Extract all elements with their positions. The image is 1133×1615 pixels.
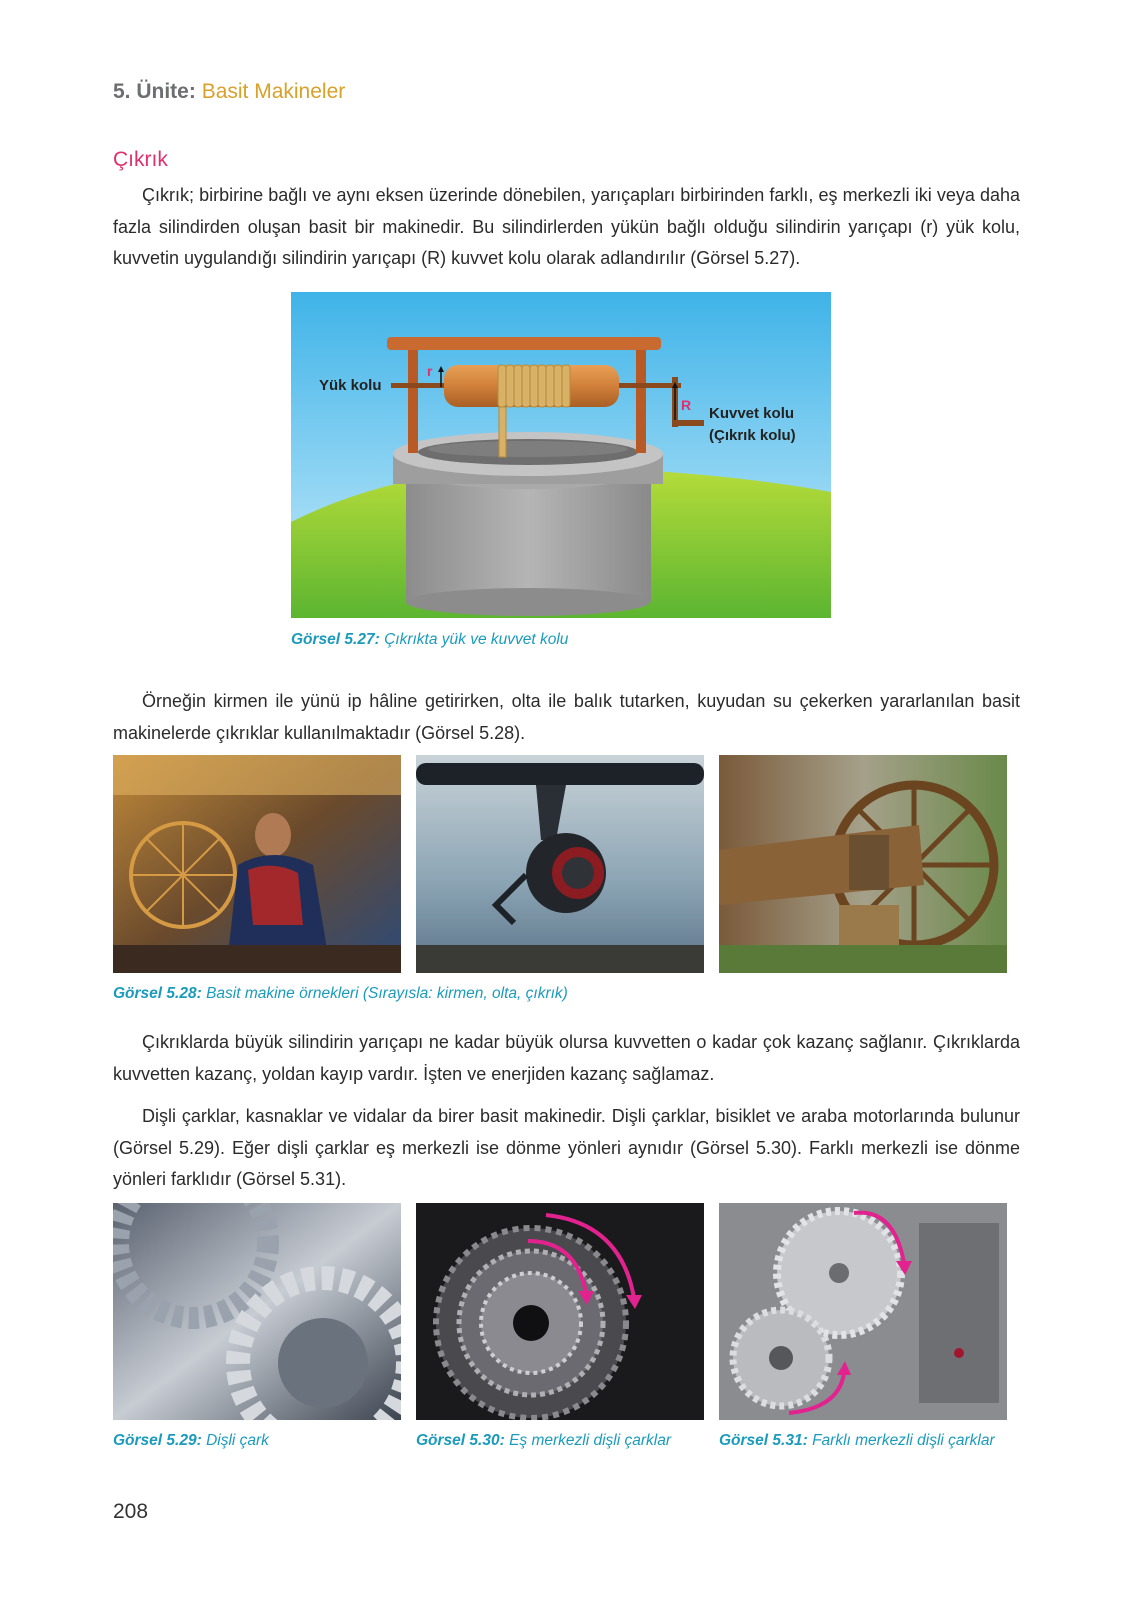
label-force-arm: Kuvvet kolu <box>709 405 795 422</box>
paragraph-4 <box>113 1101 1020 1196</box>
caption-527-number: Görsel 5.27: <box>291 631 380 648</box>
unit-title: Basit Makineler <box>201 80 346 103</box>
caption-530 <box>416 1432 671 1450</box>
label-load-arm: Yük kolu <box>319 377 382 394</box>
paragraph-3-text: Çıkrıklarda büyük silindirin yarıçapı ne kadar büyük olursa kuvvetten o kadar çok kazanç sağlanır. Çıkrıklarda kuvvetten kazanç, yoldan kayıp vardır. İşten ve enerjiden kazanç sağlamaz. <box>113 1032 1020 1084</box>
caption-531 <box>719 1432 995 1450</box>
label-R: R <box>681 397 692 413</box>
photo-watch-gears <box>719 1203 1007 1420</box>
page-number: 208 <box>113 1500 149 1523</box>
caption-530-text: Eş merkezli dişli çarklar <box>509 1432 671 1449</box>
label-force-arm-alt: (Çıkrık kolu) <box>709 427 796 444</box>
label-r: r <box>427 363 433 379</box>
caption-529-text: Dişli çark <box>206 1432 269 1449</box>
paragraph-1 <box>113 180 1020 275</box>
photo-well-windlass <box>719 755 1007 973</box>
unit-header <box>113 80 345 104</box>
caption-528-number: Görsel 5.28: <box>113 985 202 1002</box>
paragraph-2-text: Örneğin kirmen ile yünü ip hâline getirirken, olta ile balık tutarken, kuyudan su çekerken yararlanılan basit makinelerde çıkrıklar kullanılmaktadır (Görsel 5.28). <box>113 691 1020 743</box>
windlass-diagram <box>291 292 831 618</box>
caption-529-number: Görsel 5.29: <box>113 1432 202 1449</box>
caption-529 <box>113 1432 269 1450</box>
photo-bike-cassette <box>416 1203 704 1420</box>
caption-528-text: Basit makine örnekleri (Sırayısla: kirmen, olta, çıkrık) <box>206 985 568 1002</box>
photo-fishing-reel <box>416 755 704 973</box>
section-title: Çıkrık <box>113 148 168 171</box>
caption-528 <box>113 985 568 1003</box>
caption-530-number: Görsel 5.30: <box>416 1432 505 1449</box>
caption-527-text: Çıkrıkta yük ve kuvvet kolu <box>384 631 569 648</box>
caption-527 <box>291 631 568 649</box>
paragraph-2 <box>113 686 1020 749</box>
photo-spinning-wheel <box>113 755 401 973</box>
paragraph-1-text: Çıkrık; birbirine bağlı ve aynı eksen üzerinde dönebilen, yarıçapları birbirinden farklı, eş merkezli iki veya daha fazla silindirden oluşan basit bir makinedir. Bu silindirlerden yükün bağlı olduğu silindirin yarıçapı (r) yük kolu, kuvvetin uygulandığı silindirin yarıçapı (R) kuvvet kolu olarak adlandırılır (Görsel 5.27). <box>113 185 1020 268</box>
unit-label: 5. Ünite: <box>113 80 196 103</box>
paragraph-4-text: Dişli çarklar, kasnaklar ve vidalar da birer basit makinedir. Dişli çarklar, bisiklet ve araba motorlarında bulunur (Görsel 5.29). Eğer dişli çarklar eş merkezli ise dönme yönleri aynıdır (Görsel 5.30). Farklı merkezli ise dönme yönleri farklıdır (Görsel 5.31). <box>113 1106 1020 1189</box>
caption-531-number: Görsel 5.31: <box>719 1432 808 1449</box>
caption-531-text: Farklı merkezli dişli çarklar <box>812 1432 995 1449</box>
photo-gear <box>113 1203 401 1420</box>
paragraph-3 <box>113 1027 1020 1090</box>
